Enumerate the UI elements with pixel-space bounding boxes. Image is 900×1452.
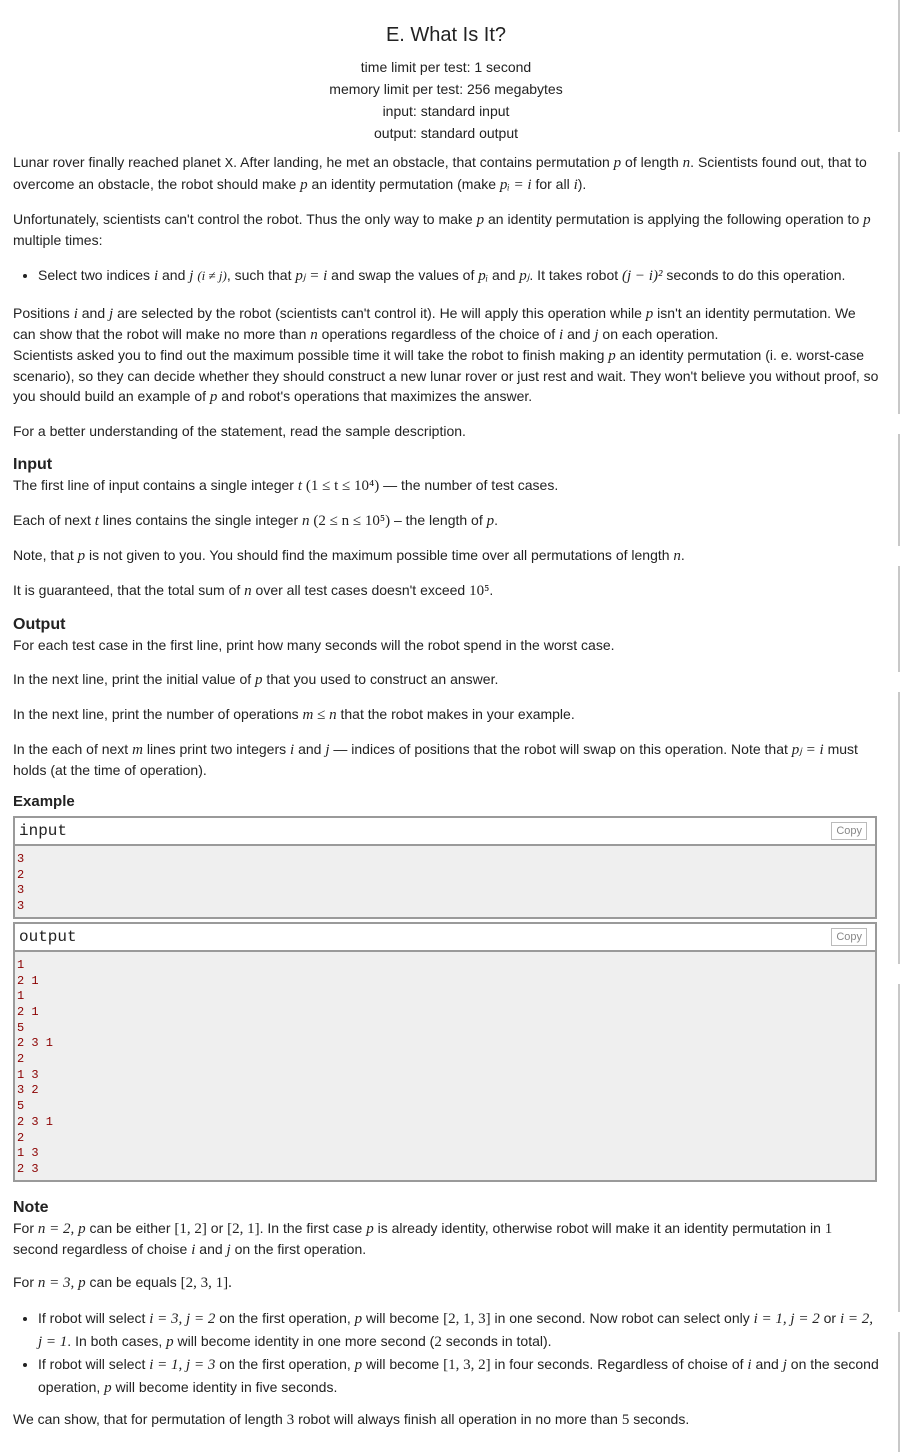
- input-paragraph: Each of next t lines contains the single integer n (2 ≤ n ≤ 10⁵) – the length of p.: [13, 512, 499, 529]
- input-section-title: Input: [13, 456, 53, 473]
- sample-input-box: [13, 816, 877, 919]
- note-paragraph: For n = 3, p can be equals [2, 3, 1].: [13, 1273, 232, 1291]
- problem-statement: [13, 22, 879, 1430]
- legend-paragraph: Scientists asked you to find out the maximum possible time it will take the robot to finish making p an identity permutation (i. e. worst-case scenario), so they can decide whether they should construct a new lunar rover or just rest and wait. They won't believe you without proof, so you should build an example of p and robot's operations that maximizes the answer.: [13, 347, 879, 405]
- code-line: 2 3 1: [17, 1036, 54, 1051]
- sample-output-header: [15, 924, 875, 952]
- note-title: Note: [13, 1198, 49, 1216]
- time-limit: time limit per test: 1 second: [360, 59, 532, 75]
- copy-output-button[interactable]: Copy: [831, 928, 867, 946]
- sample-input-header: [15, 818, 875, 846]
- code-line: 2 1: [17, 973, 39, 988]
- code-line: 2: [17, 1052, 25, 1067]
- output-paragraph: In the next line, print the number of operations m ≤ n that the robot makes in your example.: [13, 706, 575, 723]
- output-paragraph: In the each of next m lines print two integers i and j — indices of positions that the robot will swap on this operation. Note that pⱼ = i must holds (at the time of operation).: [13, 741, 858, 778]
- memory-limit: memory limit per test: 256 megabytes: [329, 81, 563, 97]
- note-paragraph: We can show, that for permutation of length 3 robot will always finish all operation in no more than 5 seconds.: [13, 1410, 690, 1428]
- output-paragraph: For each test case in the first line, print how many seconds will the robot spend in the worst case.: [13, 637, 615, 653]
- code-line: 1: [17, 989, 25, 1004]
- legend-paragraph: Lunar rover finally reached planet X. After landing, he met an obstacle, that contains permutation p of length n. Scientists found out, that to overcome an obstacle, the robot should make p an identity permutation (make pᵢ = i for all i).: [13, 154, 867, 193]
- code-line: 2 3: [17, 1161, 39, 1176]
- list-item: • If robot will select i = 3, j = 2 on the first operation, p will become [2, 1, 3] in one second. Now robot can select only i = 1, j = 2 or i = 2, j = 1. In both cases, p will become identity in one more second (2 seconds in total).: [38, 1307, 879, 1353]
- code-line: 1: [17, 957, 25, 972]
- operation-list: [13, 264, 879, 287]
- code-line: 2: [17, 1130, 25, 1145]
- copy-input-button[interactable]: Copy: [831, 822, 867, 840]
- note-list: [13, 1307, 879, 1399]
- sample-output-content: [15, 952, 875, 1180]
- input-paragraph: The first line of input contains a single integer t (1 ≤ t ≤ 10⁴) — the number of test cases.: [13, 477, 559, 494]
- code-line: 5: [17, 1099, 25, 1114]
- problem-header: [13, 22, 879, 144]
- code-line: 3: [17, 899, 25, 914]
- code-line: 2 1: [17, 1004, 39, 1019]
- input-paragraph: Note, that p is not given to you. You should find the maximum possible time over all permutations of length n.: [13, 547, 685, 564]
- code-line: 2 3 1: [17, 1114, 54, 1129]
- sample-input-content: [15, 846, 875, 917]
- output-section-title: Output: [13, 616, 66, 633]
- legend-paragraph: Unfortunately, scientists can't control the robot. Thus the only way to make p an identity permutation is applying the following operation to p multiple times:: [13, 211, 871, 248]
- code-line: 3: [17, 852, 25, 866]
- code-line: 2: [17, 867, 25, 882]
- list-item: • If robot will select i = 1, j = 3 on the first operation, p will become [1, 3, 2] in four seconds. Regardless of choise of i and j on the second operation, p will become identity in five seconds.: [38, 1353, 879, 1399]
- note-paragraph: For n = 2, p can be either [1, 2] or [2, 1]. In the first case p is already identity, otherwise robot will make it an identity permutation in 1 second regardless of choise i and j on the first operation.: [13, 1219, 833, 1258]
- output-file: output: standard output: [374, 125, 518, 141]
- legend-paragraph: For a better understanding of the statement, read the sample description.: [13, 423, 466, 439]
- input-paragraph: It is guaranteed, that the total sum of n over all test cases doesn't exceed 10⁵.: [13, 582, 494, 599]
- code-line: 3 2: [17, 1083, 39, 1098]
- sample-output-box: [13, 922, 877, 1182]
- list-item: • Select two indices i and j (i ≠ j), such that pⱼ = i and swap the values of pᵢ and pⱼ. It takes robot (j − i)² seconds to do this operation.: [38, 264, 879, 287]
- input-file: input: standard input: [382, 103, 510, 119]
- problem-title: E. What Is It?: [385, 24, 507, 46]
- code-line: 3: [17, 883, 25, 898]
- output-paragraph: In the next line, print the initial value of p that you used to construct an answer.: [13, 671, 499, 688]
- legend-paragraph: Positions i and j are selected by the robot (scientists can't control it). He will apply this operation while p isn't an identity permutation. We can show that the robot will make no more than n operations regardless of the choice of i and j on each operation.: [13, 305, 856, 343]
- example-title: Example: [13, 793, 75, 810]
- sample-input-label: input: [19, 822, 68, 840]
- sample-output-label: output: [19, 927, 77, 946]
- code-line: 1 3: [17, 1146, 39, 1161]
- code-line: 1 3: [17, 1067, 39, 1082]
- code-line: 5: [17, 1020, 25, 1035]
